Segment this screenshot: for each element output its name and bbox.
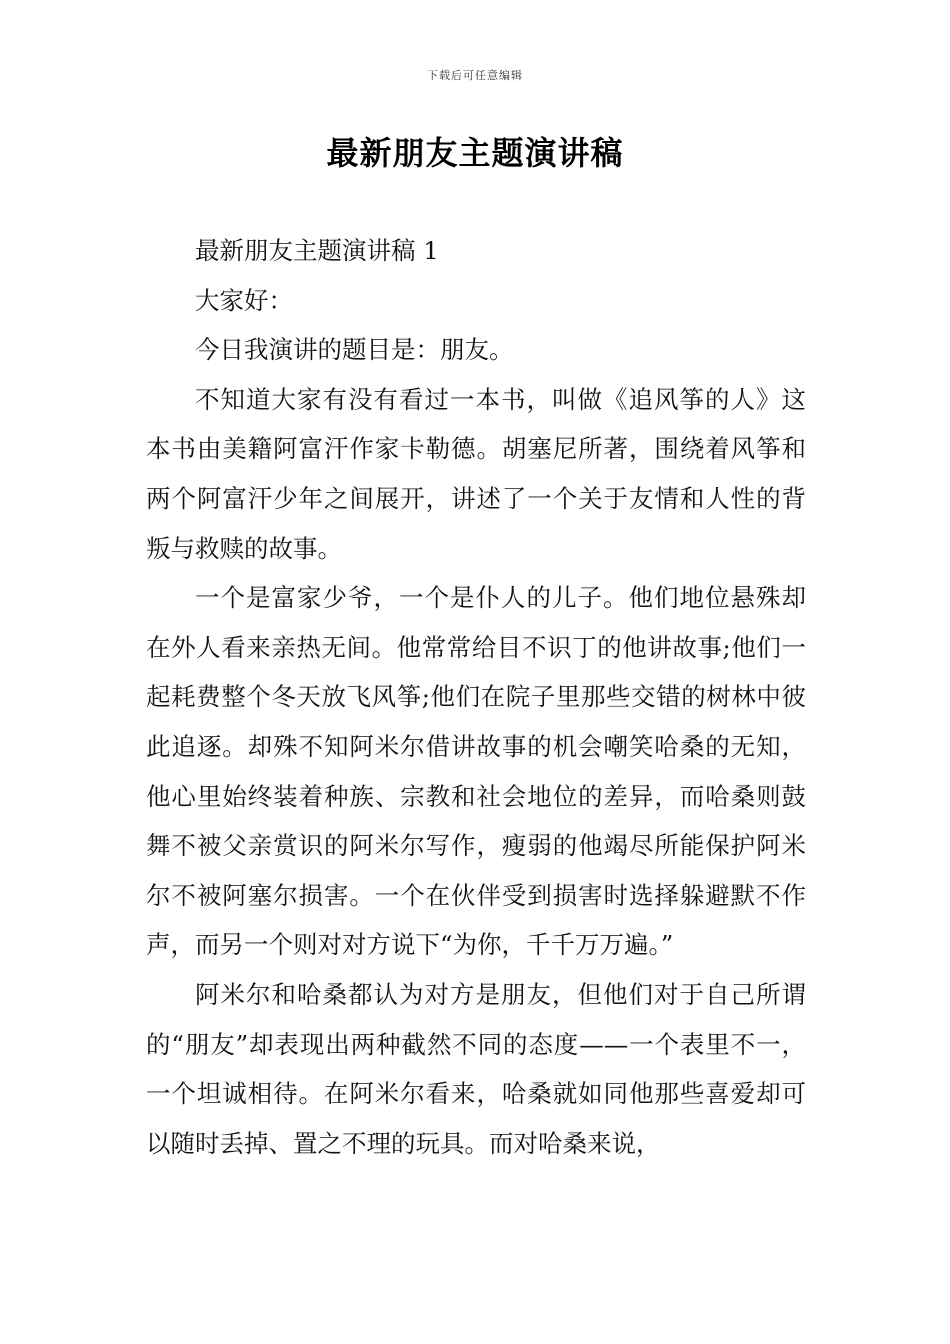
body-paragraph: 阿米尔和哈桑都认为对方是朋友，但他们对于自己所谓的“朋友”却表现出两种截然不同的态度——一个表里不一，一个坦诚相待。在阿米尔看来，哈桑就如同他那些喜爱却可以随时丢掉、置之不理的玩具。而对哈桑来说， [146, 979, 806, 1158]
topic-paragraph: 今日我演讲的题目是：朋友。 [195, 335, 514, 365]
header-note: 下载后可任意编辑 [427, 69, 523, 82]
document-title: 最新朋友主题演讲稿 [326, 134, 624, 172]
subtitle-paragraph: 最新朋友主题演讲稿 1 [195, 236, 439, 265]
body-paragraph: 不知道大家有没有看过一本书，叫做《追风筝的人》这本书由美籍阿富汗作家卡勒德。胡塞尼所著，围绕着风筝和两个阿富汗少年之间展开，讲述了一个关于友情和人性的背叛与救赎的故事。 [146, 384, 806, 563]
document-body [146, 226, 806, 1168]
body-paragraph: 一个是富家少爷，一个是仆人的儿子。他们地位悬殊却在外人看来亲热无间。他常常给目不识丁的他讲故事;他们一起耗费整个冬天放飞风筝;他们在院子里那些交错的树林中彼此追逐。却殊不知阿米尔借讲故事的机会嘲笑哈桑的无知，他心里始终装着种族、宗教和社会地位的差异，而哈桑则鼓舞不被父亲赏识的阿米尔写作，瘦弱的他竭尽所能保护阿米尔不被阿塞尔损害。一个在伙伴受到损害时选择躲避默不作声，而另一个则对对方说下“为你，千千万万遍。” [146, 583, 806, 960]
greeting-paragraph: 大家好： [195, 285, 293, 315]
